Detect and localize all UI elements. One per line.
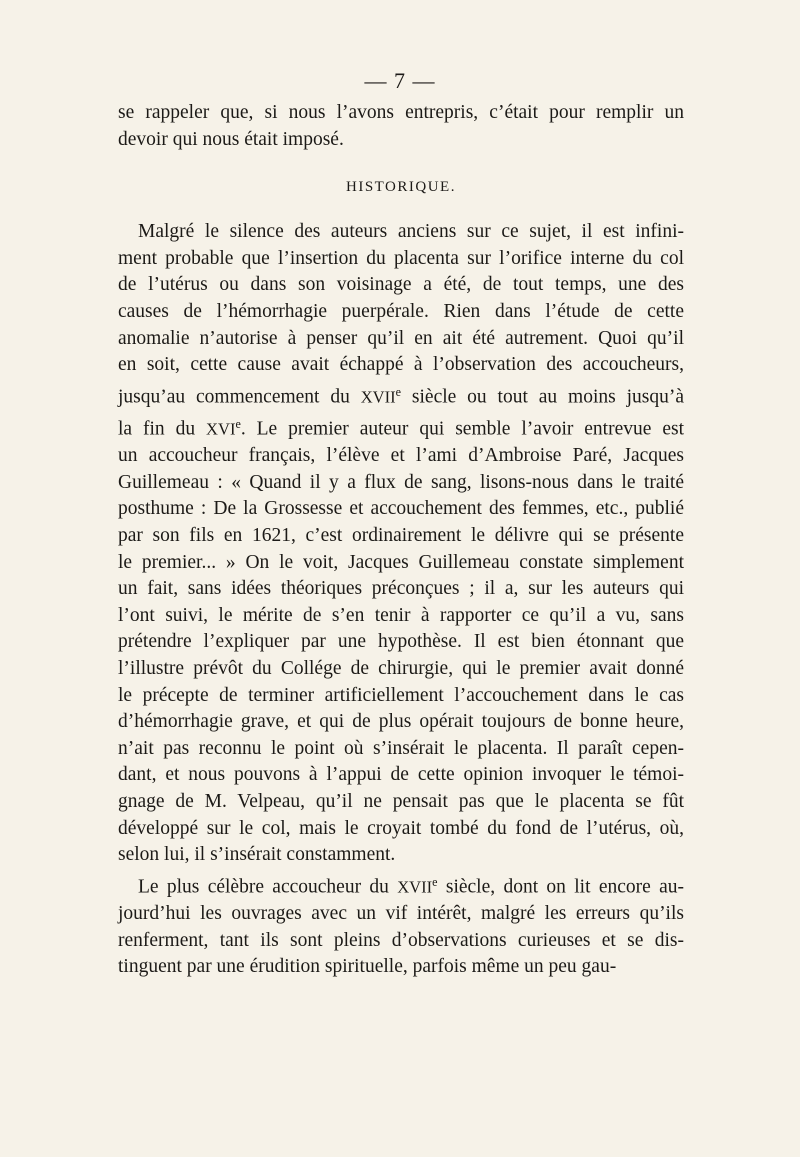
text-line: le précepte de terminer artificiellement l’accouchement dans le cas xyxy=(118,684,684,706)
text-line: Malgré le silence des auteurs anciens sur ce sujet, il est infini- xyxy=(138,221,684,243)
text-line: un accoucheur français, l’élève et l’ami d’Ambroise Paré, Jacques xyxy=(118,445,684,467)
paragraph xyxy=(118,869,684,981)
text-line: dant, et nous pouvons à l’appui de cette opinion invoquer le témoi- xyxy=(118,764,684,786)
page-number: — 7 — xyxy=(364,68,436,93)
text-line: gnage de M. Velpeau, qu’il ne pensait pas que le placenta se fût xyxy=(118,790,684,812)
text-line: en soit, cette cause avait échappé à l’observation des accoucheurs, xyxy=(118,354,684,376)
text-line: prétendre l’expliquer par une hypothèse. Il est bien étonnant que xyxy=(118,631,684,653)
text-line: développé sur le col, mais le croyait tombé du fond de l’utérus, où, xyxy=(118,817,684,839)
text-line: anomalie n’autorise à penser qu’il en ait été autrement. Quoi qu’il xyxy=(118,327,684,349)
text-line: la fin du XVIe. Le premier auteur qui semble l’avoir entrevue est xyxy=(118,416,685,440)
text-line: devoir qui nous était imposé. xyxy=(118,128,344,150)
text-line: l’illustre prévôt du Collége de chirurgie, qui le premier avait donné xyxy=(118,657,684,679)
text-line: d’hémorrhagie grave, et qui de plus opérait toujours de bonne heure, xyxy=(118,711,684,733)
text-line: Le plus célèbre accoucheur du XVIIe siècle, dont on lit encore au- xyxy=(138,874,684,898)
text-line: un fait, sans idées théoriques préconçues ; il a, sur les auteurs qui xyxy=(118,578,684,600)
text-line: jourd’hui les ouvrages avec un vif intérêt, malgré les erreurs qu’ils xyxy=(118,902,684,924)
text-line: tinguent par une érudition spirituelle, parfois même un peu gau- xyxy=(118,956,617,978)
text-line: de l’utérus ou dans son voisinage a été, de tout temps, une des xyxy=(118,274,684,296)
text-line: posthume : De la Grossesse et accouchement des femmes, etc., publié xyxy=(118,498,684,520)
text-line: par son fils en 1621, c’est ordinairement le délivre qui se présente xyxy=(118,525,684,546)
text-line: l’ont suivi, le mérite de s’en tenir à rapporter ce qu’il a vu, sans xyxy=(118,604,684,626)
text-line: le premier... » On le voit, Jacques Guillemeau constate simplement xyxy=(118,551,684,573)
text-line: n’ait pas reconnu le point où s’insérait le placenta. Il paraît cepen- xyxy=(118,737,684,759)
text-line: Guillemeau : « Quand il y a flux de sang, lisons-nous dans le traité xyxy=(118,471,684,493)
paragraph xyxy=(118,219,684,869)
text-line: ment probable que l’insertion du placenta sur l’orifice interne du col xyxy=(118,247,684,269)
text-line: jusqu’au commencement du XVIIe siècle ou tout au moins jusqu’à xyxy=(118,384,684,408)
text-line: causes de l’hémorrhagie puerpérale. Rien dans l’étude de cette xyxy=(118,300,684,322)
text-line: selon lui, il s’insérait constamment. xyxy=(118,844,396,866)
section-heading: HISTORIQUE. xyxy=(346,179,456,196)
text-line: renferment, tant ils sont pleins d’observations curieuses et se dis- xyxy=(118,929,684,951)
text-line: se rappeler que, si nous l’avons entrepris, c’était pour remplir un xyxy=(118,102,684,123)
body-text xyxy=(118,100,684,981)
